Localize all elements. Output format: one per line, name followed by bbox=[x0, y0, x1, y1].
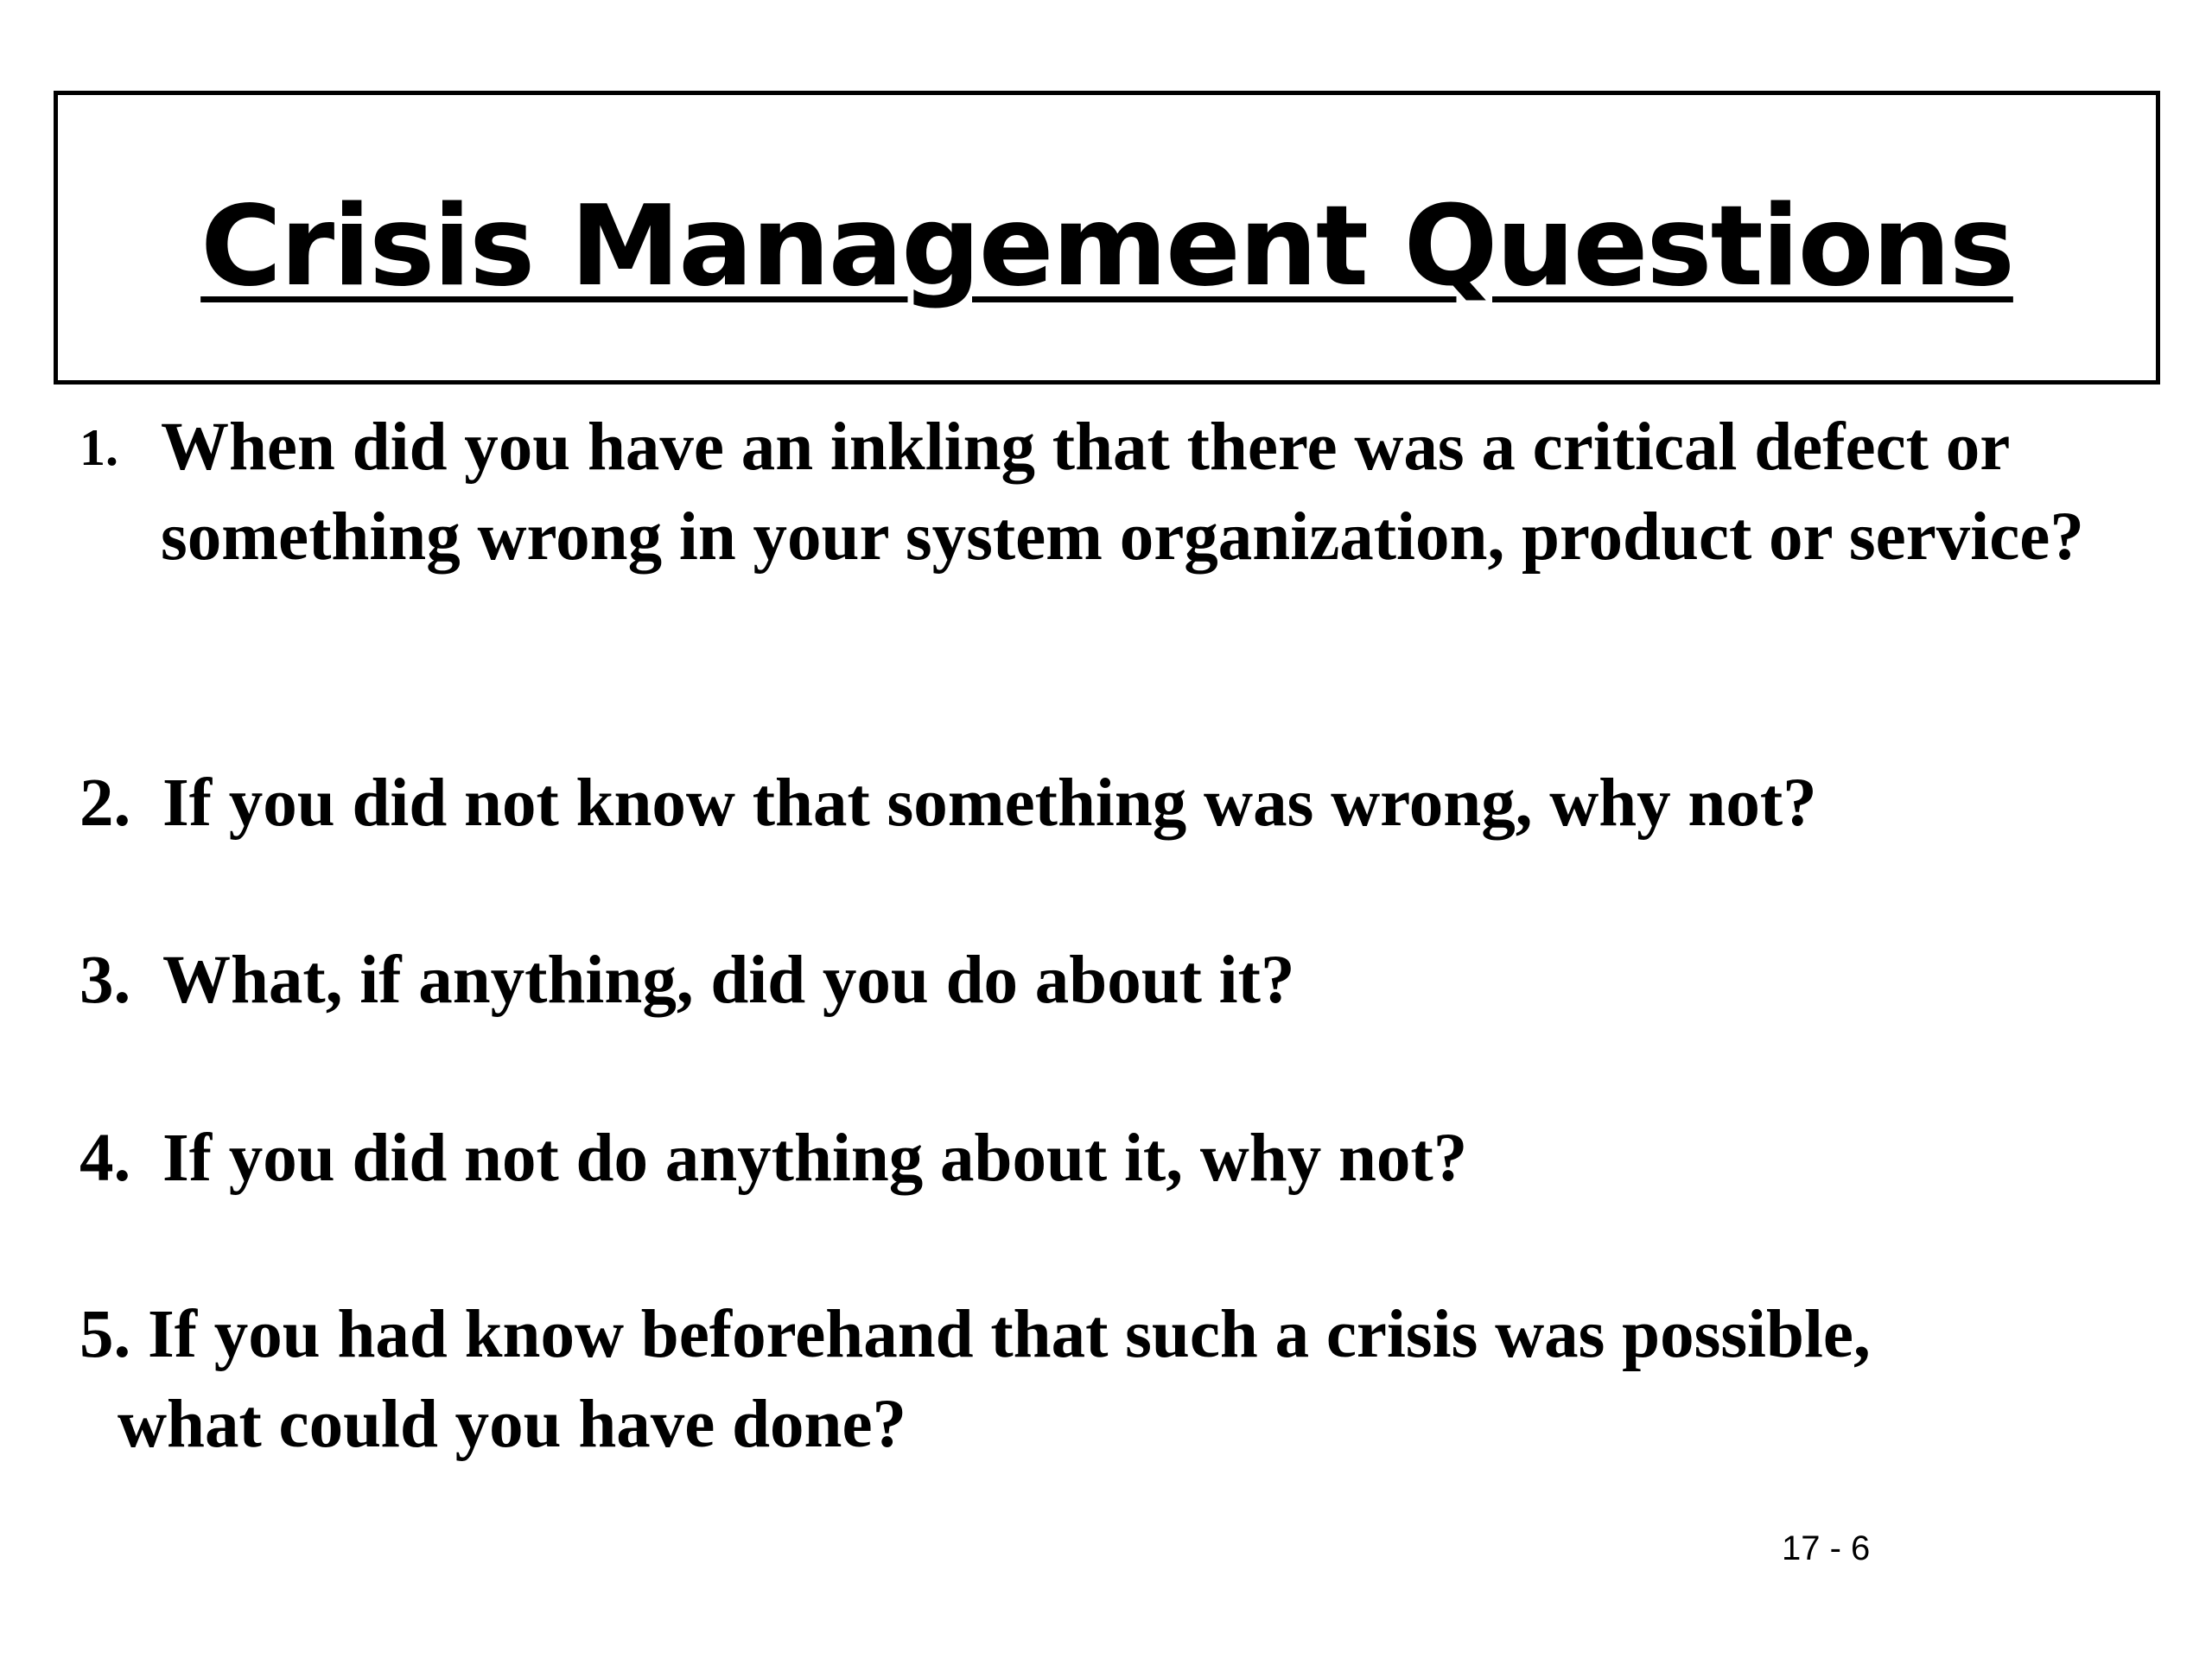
question-text: When did you have an inkling that there was a critical defect or something wrong in your system organization, product or service? bbox=[161, 410, 2084, 575]
question-text-line-1: If you had know beforehand that such a crisis was possible, bbox=[148, 1297, 1871, 1372]
question-text: If you did not do anything about it, why not? bbox=[162, 1121, 1468, 1196]
question-1 bbox=[79, 403, 2171, 582]
question-number: 3. bbox=[79, 943, 131, 1018]
question-number: 5. bbox=[79, 1297, 131, 1372]
title-box bbox=[54, 91, 2160, 385]
question-text: What, if anything, did you do about it? bbox=[162, 943, 1295, 1018]
question-text-line-2: what could you have done? bbox=[118, 1387, 907, 1462]
question-3 bbox=[79, 936, 2171, 1026]
question-2 bbox=[79, 759, 2171, 849]
slide-title: Crisis Management Questions bbox=[200, 181, 2013, 311]
question-4 bbox=[79, 1114, 2171, 1204]
question-number: 2. bbox=[79, 766, 131, 841]
question-number: 1. bbox=[79, 419, 118, 476]
question-text: If you did not know that something was wrong, why not? bbox=[162, 766, 1817, 841]
question-number: 4. bbox=[79, 1121, 131, 1196]
question-5 bbox=[79, 1290, 2171, 1470]
page-number: 17 - 6 bbox=[1782, 1529, 1871, 1567]
